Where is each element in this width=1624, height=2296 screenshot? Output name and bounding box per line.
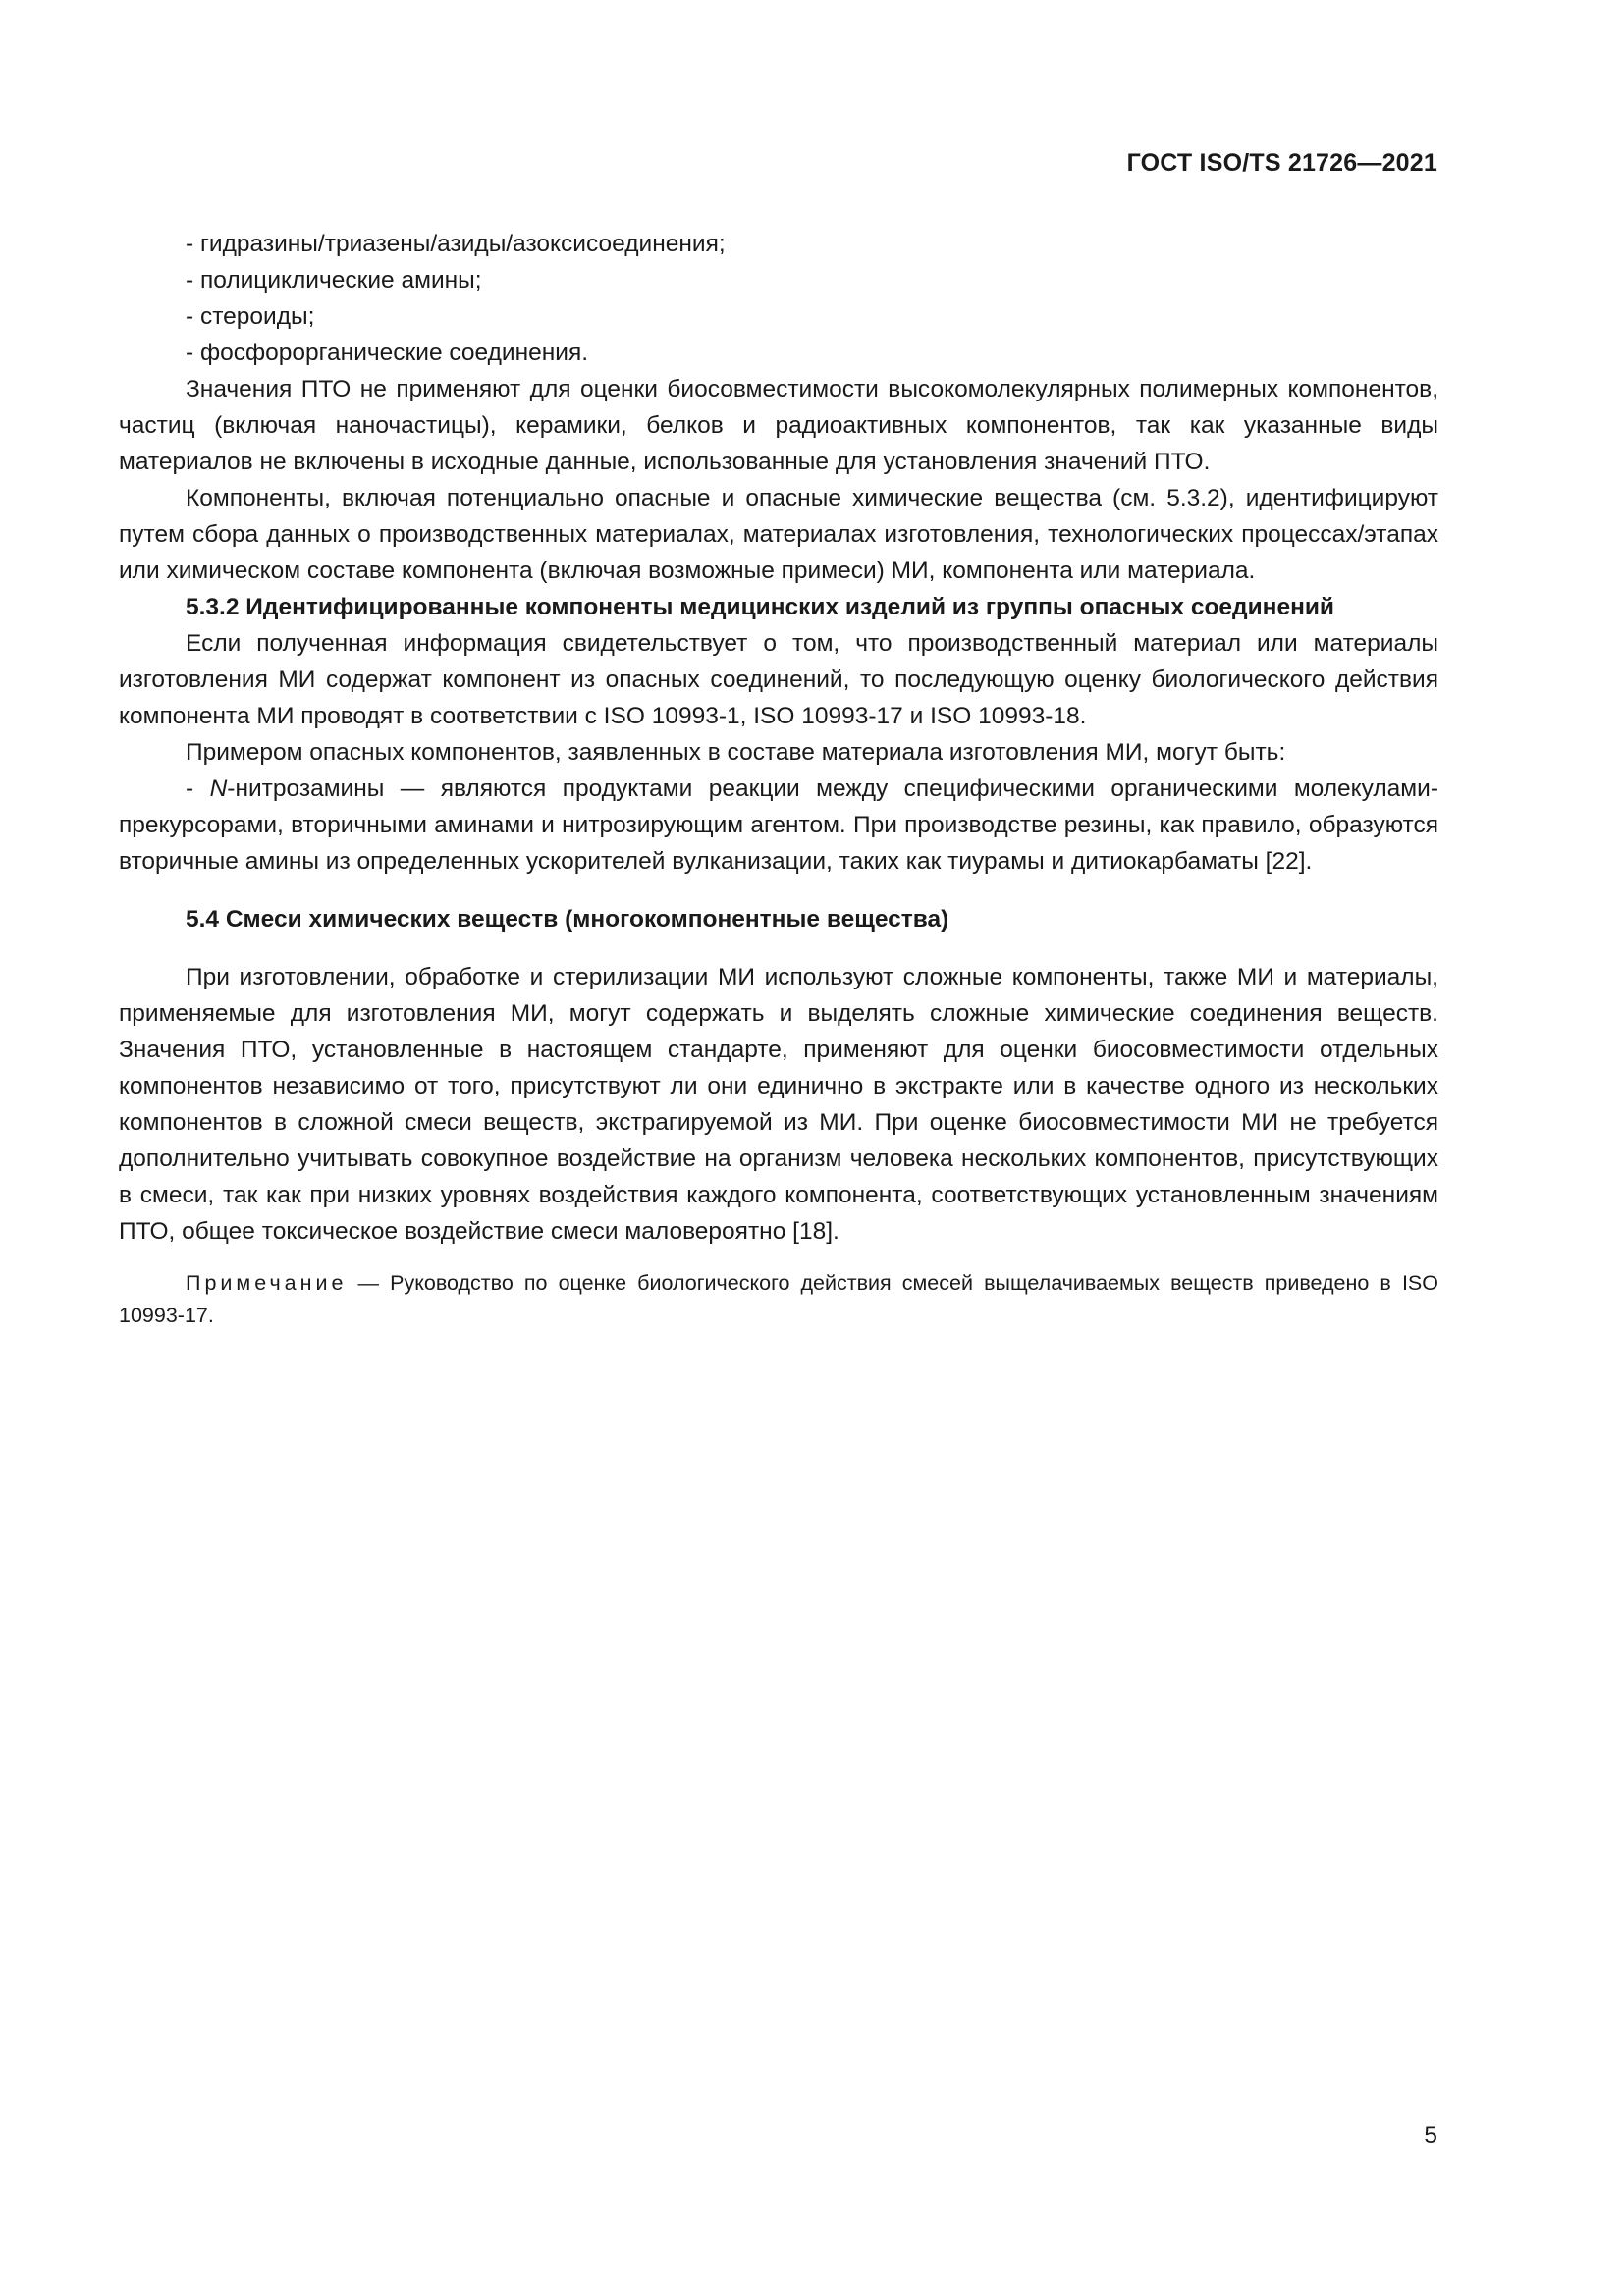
paragraph: При изготовлении, обработке и стерилизации МИ используют сложные компоненты, также МИ и материалы, применяемые для изготовления МИ, могут содержать и выделять сложные химические соединения веществ. Значения ПТО, установленные в настоящем стандарте, применяют для оценки биосовместимости отдельных компонентов независимо от того, присутствуют ли они единично в экстракте или в качестве одного из нескольких компонентов в сложной смеси веществ, экстрагируемой из МИ. При оценке биосовместимости МИ не требуется дополнительно учитывать совокупное воздействие на организм человека нескольких компонентов, присутствующих в смеси, так как при низких уровнях воздействия каждого компонента, соответствующих установленным значениям ПТО, общее токсическое воздействие смеси маловероятно [18]. xyxy=(119,964,1438,1245)
list-item: - гидразины/триазены/азиды/азоксисоединения; xyxy=(186,231,726,257)
section-heading-5-3-2: 5.3.2 Идентифицированные компоненты медицинских изделий из группы опасных соединений xyxy=(186,594,1334,620)
paragraph: Если полученная информация свидетельствует о том, что производственный материал или материалы изготовления МИ содержат компонент из опасных соединений, то последующую оценку биологического действия компонента МИ проводят в соответствии с ISO 10993-1, ISO 10993-17 и ISO 10993-18. xyxy=(119,630,1438,729)
section-heading-5-4: 5.4 Смеси химических веществ (многокомпонентные вещества) xyxy=(186,906,949,933)
list-item: - стероиды; xyxy=(186,303,315,330)
note xyxy=(119,1267,1438,1332)
paragraph: Значения ПТО не применяют для оценки биосовместимости высокомолекулярных полимерных компонентов, частиц (включая наночастицы), керамики, белков и радиоактивных компонентов, так как указанные виды материалов не включены в исходные данные, использованные для установления значений ПТО. xyxy=(119,376,1438,475)
italic-n: N xyxy=(209,775,228,802)
list-item: - полициклические амины; xyxy=(186,267,482,294)
note-text: — Руководство по оценке биологического действия смесей выщелачиваемых веществ приведено в ISO 10993-17. xyxy=(119,1271,1438,1327)
dash-prefix: - xyxy=(186,775,210,802)
paragraph: Примером опасных компонентов, заявленных в составе материала изготовления МИ, могут быть: xyxy=(186,739,1286,766)
note-label: Примечание xyxy=(186,1271,348,1295)
paragraph-nitrosamines xyxy=(119,771,1438,880)
list-item: - фосфорорганические соединения. xyxy=(186,340,589,366)
paragraph: Компоненты, включая потенциально опасные и опасные химические вещества (см. 5.3.2), идентифицируют путем сбора данных о производственных материалах, материалах изготовления, технологических процессах/этапах или химическом составе компонента (включая возможные примеси) МИ, компонента или материала. xyxy=(119,485,1438,584)
document-body xyxy=(119,226,1438,1332)
paragraph-text: -нитрозамины — являются продуктами реакции между специфическими органическими молекулами-прекурсорами, вторичными аминами и нитрозирующим агентом. При производстве резины, как правило, образуются вторичные амины из определенных ускорителей вулканизации, таких как тиурамы и дитиокарбаматы [22]. xyxy=(119,775,1438,875)
page-number: 5 xyxy=(1424,2122,1437,2149)
document-header: ГОСТ ISO/TS 21726—2021 xyxy=(1126,149,1437,177)
